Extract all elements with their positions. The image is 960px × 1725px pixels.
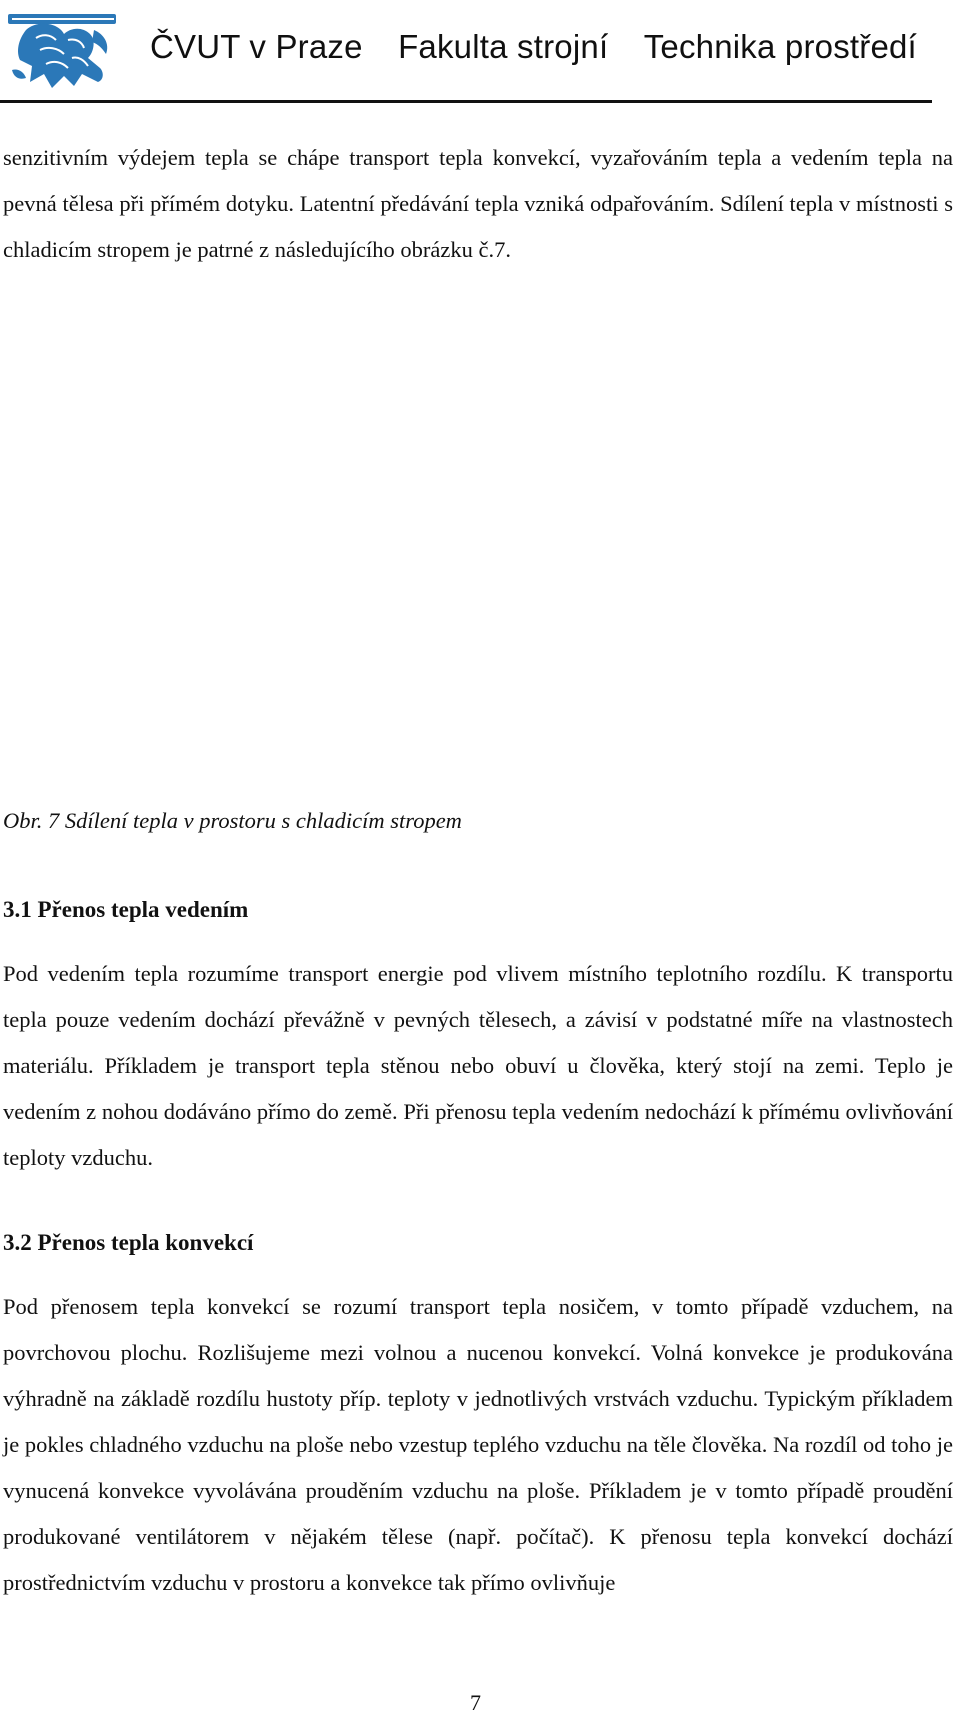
- header-title: [150, 28, 917, 66]
- figure-placeholder: [3, 330, 953, 790]
- figure-caption: Obr. 7 Sdílení tepla v prostoru s chladicím stropem: [3, 808, 462, 833]
- page-number: 7: [470, 1690, 481, 1715]
- header-faculty: Fakulta strojní: [398, 28, 609, 65]
- header-divider: [0, 100, 932, 103]
- header-institution: ČVUT v Praze: [150, 28, 363, 65]
- university-lion-logo-icon: [6, 10, 118, 96]
- header-department: Technika prostředí: [643, 28, 917, 65]
- intro-paragraph: senzitivním výdejem tepla se chápe transport tepla konvekcí, vyzařováním tepla a vedením tepla na pevná tělesa při přímém dotyku. Latentní předávání tepla vzniká odpařováním. Sdílení tepla v místnosti s chladicím stropem je patrné z následujícího obrázku č.7.: [3, 145, 953, 262]
- section-text-convection: Pod přenosem tepla konvekcí se rozumí transport tepla nosičem, v tomto případě vzduchem, na povrchovou plochu. Rozlišujeme mezi volnou a nucenou konvekcí. Volná konvekce je produkována výhradně na základě rozdílu hustoty příp. teploty v jednotlivých vrstvách vzduchu. Typickým příkladem je pokles chladného vzduchu na ploše nebo vzestup teplého vzduchu na těle člověka. Na rozdíl od toho je vynucená konvekce vyvolávána prouděním vzduchu na ploše. Příkladem je v tomto případě proudění produkované ventilátorem v nějakém tělese (např. počítač). K přenosu tepla konvekcí dochází prostřednictvím vzduchu v prostoru a konvekce tak přímo ovlivňuje: [3, 1294, 953, 1595]
- section-heading-conduction: 3.1 Přenos tepla vedením: [3, 897, 249, 922]
- section-heading-convection: 3.2 Přenos tepla konvekcí: [3, 1230, 254, 1255]
- page-header: [0, 0, 932, 104]
- section-text-conduction: Pod vedením tepla rozumíme transport energie pod vlivem místního teplotního rozdílu. K transportu tepla pouze vedením dochází převážně v pevných tělesech, a závisí v podstatné míře na vlastnostech materiálu. Příkladem je transport tepla stěnou nebo obuví u člověka, který stojí na zemi. Teplo je vedením z nohou dodáváno přímo do země. Při přenosu tepla vedením nedochází k přímému ovlivňování teploty vzduchu.: [3, 961, 953, 1170]
